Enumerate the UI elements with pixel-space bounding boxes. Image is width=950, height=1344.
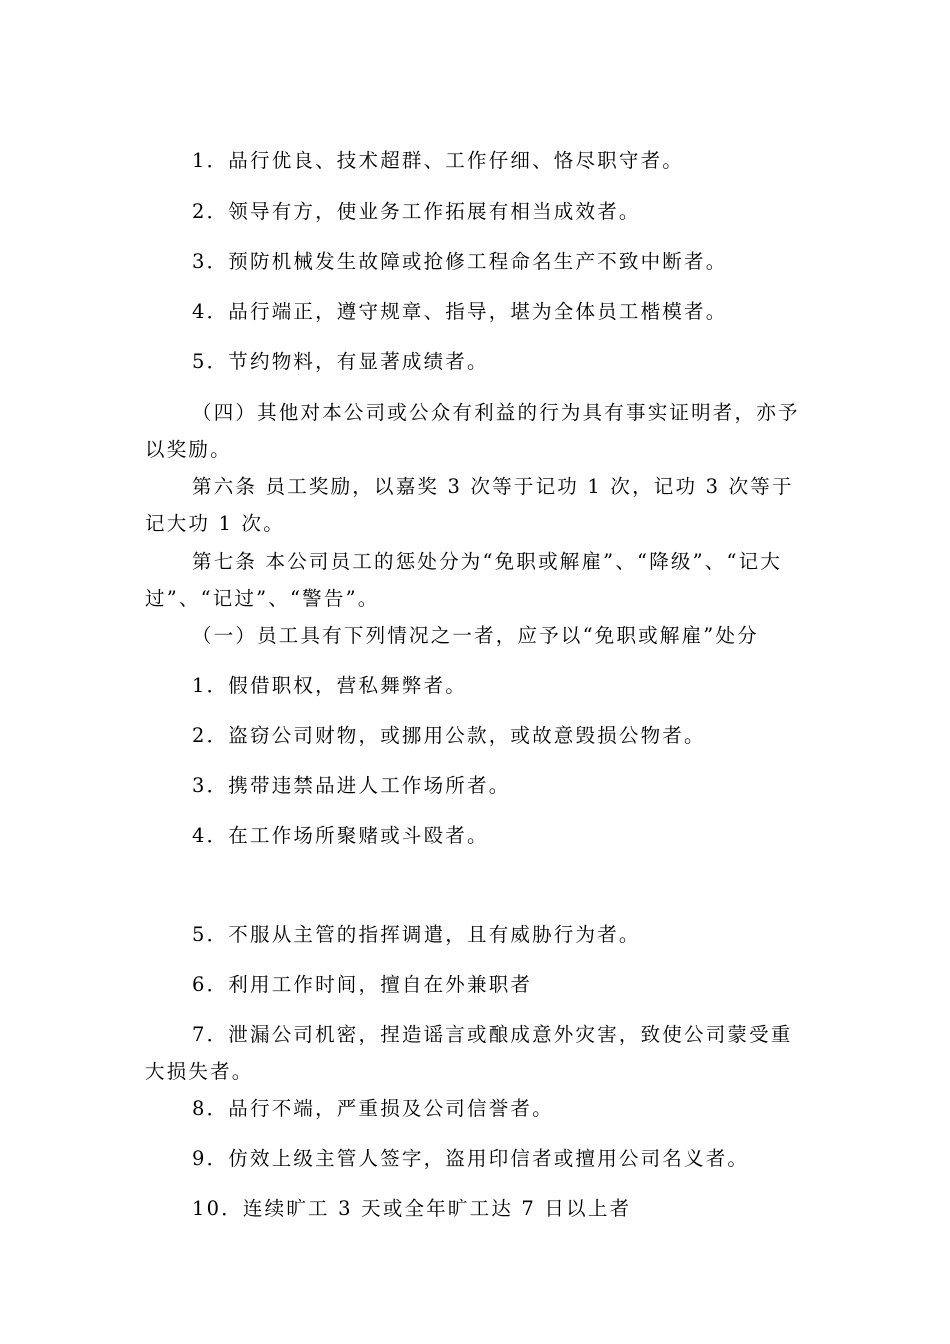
- paragraph-dismissal-9: 9．仿效上级主管人签字，盗用印信者或擅用公司名义者。: [192, 1147, 750, 1170]
- paragraph-article-six: 第六条 员工奖励，以嘉奖 3 次等于记功 1 次，记功 3 次等于记大功 1 次。: [145, 475, 794, 535]
- paragraph-article-seven: 第七条 本公司员工的惩处分为“免职或解雇”、“降级”、“记大过”、“记过”、“警告”。: [145, 550, 783, 610]
- paragraph-reward-5: 5．节约物料，有显著成绩者。: [192, 350, 489, 373]
- paragraph-dismissal-3: 3．携带违禁品进人工作场所者。: [192, 774, 511, 797]
- paragraph-dismissal-10: 10．连续旷工 3 天或全年旷工达 7 日以上者: [192, 1197, 632, 1220]
- paragraph-dismissal-8: 8．品行不端，严重损及公司信誉者。: [192, 1097, 554, 1120]
- paragraph-section-one: （一）员工具有下列情况之一者，应予以“免职或解雇”处分: [192, 624, 759, 647]
- paragraph-reward-2: 2．领导有方，使业务工作拓展有相当成效者。: [192, 200, 641, 223]
- paragraph-reward-3: 3．预防机械发生故障或抢修工程命名生产不致中断者。: [192, 250, 728, 273]
- paragraph-section-four: （四）其他对本公司或公众有利益的行为具有事实证明者，亦予以奖励。: [145, 401, 800, 461]
- paragraph-dismissal-7: 7．泄漏公司机密，捏造谣言或酿成意外灾害，致使公司蒙受重大损失者。: [145, 1023, 793, 1083]
- paragraph-dismissal-5: 5．不服从主管的指挥调遣，且有威胁行为者。: [192, 923, 641, 946]
- paragraph-reward-4: 4．品行端正，遵守规章、指导，堪为全体员工楷模者。: [192, 300, 728, 323]
- paragraph-dismissal-4: 4．在工作场所聚赌或斗殴者。: [192, 824, 489, 847]
- paragraph-dismissal-6: 6．利用工作时间，擅自在外兼职者: [192, 973, 533, 996]
- paragraph-dismissal-1: 1．假借职权，营私舞弊者。: [192, 674, 468, 697]
- paragraph-reward-1: 1．品行优良、技术超群、工作仔细、恪尽职守者。: [192, 149, 685, 172]
- paragraph-dismissal-2: 2．盗窃公司财物，或挪用公款，或故意毁损公物者。: [192, 724, 706, 747]
